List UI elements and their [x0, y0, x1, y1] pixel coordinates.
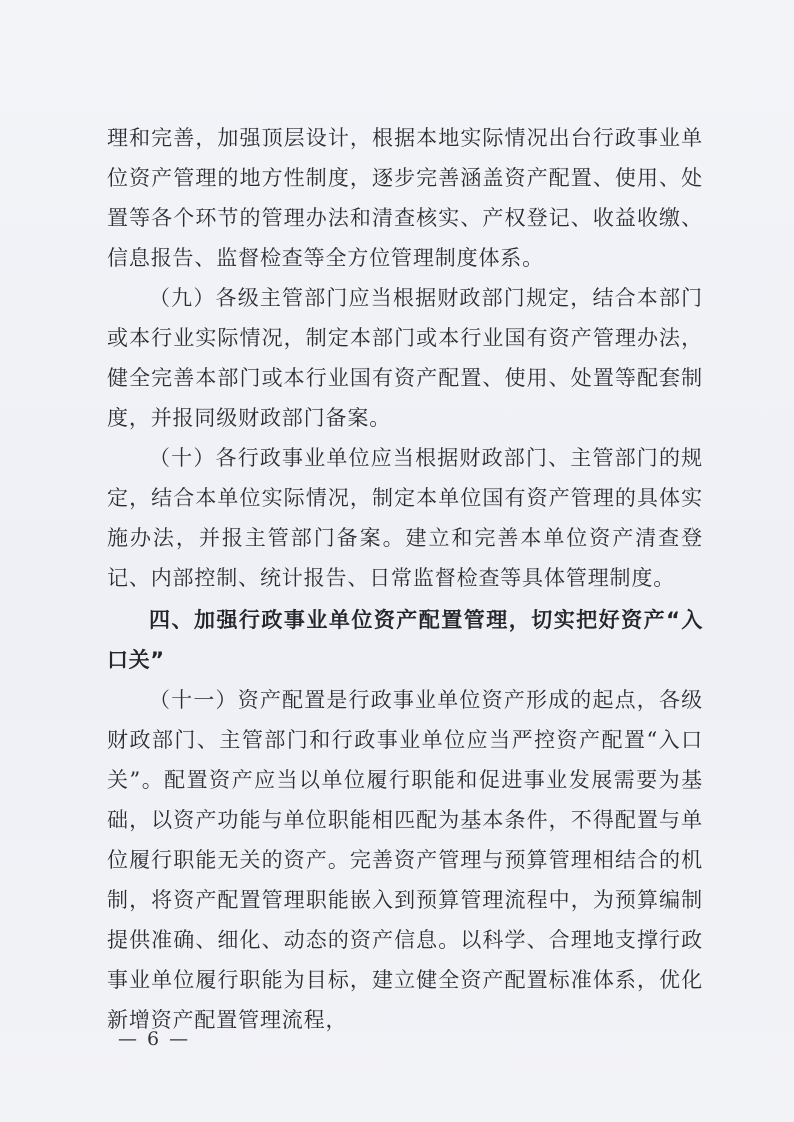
paragraph-item-10: （十）各行政事业单位应当根据财政部门、主管部门的规定，结合本单位实际情况，制定本单位国有资产管理的具体实施办法，并报主管部门备案。建立和完善本单位资产清查登记、内部控制、统计报告、日常监督检查等具体管理制度。 [107, 446, 703, 590]
paragraph-item-9: （九）各级主管部门应当根据财政部门规定，结合本部门或本行业实际情况，制定本部门或本行业国有资产管理办法，健全完善本部门或本行业国有资产配置、使用、处置等配套制度，并报同级财政部门备案。 [107, 286, 703, 430]
paragraph-continuation: 理和完善，加强顶层设计，根据本地实际情况出台行政事业单位资产管理的地方性制度，逐步完善涵盖资产配置、使用、处置等各个环节的管理办法和清查核实、产权登记、收益收缴、信息报告、监督检查等全方位管理制度体系。 [107, 126, 703, 270]
paragraph-item-11: （十一）资产配置是行政事业单位资产形成的起点，各级财政部门、主管部门和行政事业单位应当严控资产配置“入口关”。配置资产应当以单位履行职能和促进事业发展需要为基础，以资产功能与单位职能相匹配为基本条件，不得配置与单位履行职能无关的资产。完善资产管理与预算管理相结合的机制，将资产配置管理职能嵌入到预算管理流程中，为预算编制提供准确、细化、动态的资产信息。以科学、合理地支撑行政事业单位履行职能为目标，建立健全资产配置标准体系，优化新增资产配置管理流程， [107, 688, 703, 1032]
page-number: — 6 — [118, 1028, 191, 1050]
section-heading-4: 四、加强行政事业单位资产配置管理，切实把好资产“入口关” [107, 608, 703, 672]
document-body [107, 118, 703, 1040]
